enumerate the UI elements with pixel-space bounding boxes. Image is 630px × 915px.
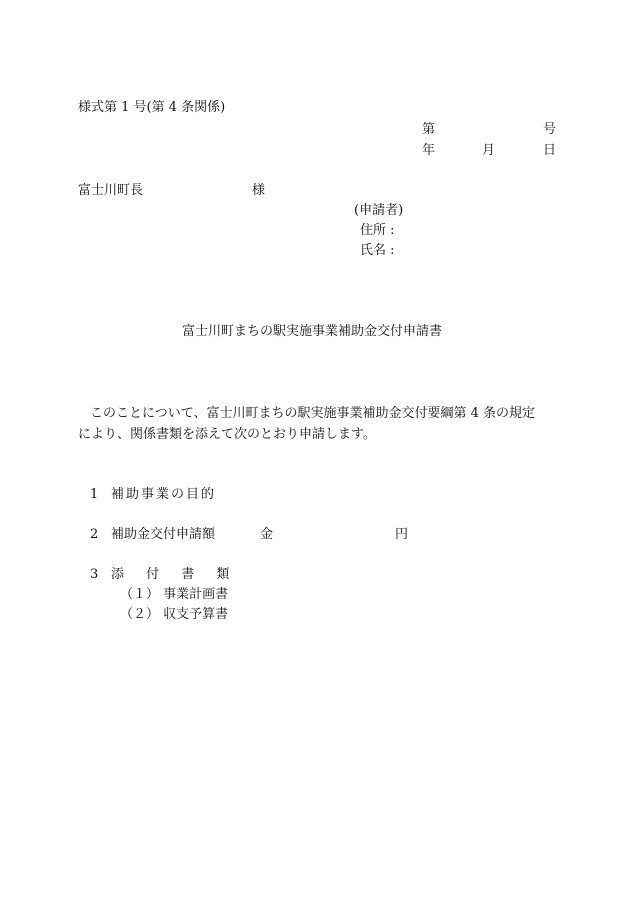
- item-3-number: 3: [90, 567, 99, 582]
- date-day: 日: [543, 143, 557, 158]
- item-1-label: 補助事業の目的: [111, 487, 217, 502]
- item-2-currency-prefix: 金: [260, 527, 274, 542]
- attachment-item-2: （２） 収支予算書: [120, 607, 229, 622]
- body-line-1: このことについて、富士川町まちの駅実施事業補助金交付要綱第 4 条の規定: [90, 406, 536, 421]
- doc-number-suffix: 号: [543, 122, 557, 137]
- applicant-name-label: 氏名 :: [360, 243, 395, 258]
- date-month: 月: [482, 143, 496, 158]
- item-2-label: 補助金交付申請額: [111, 527, 216, 542]
- body-line-2: により、関係書類を添えて次のとおり申請します。: [78, 427, 376, 442]
- applicant-address-label: 住所 :: [360, 223, 395, 238]
- doc-number-prefix: 第: [422, 122, 436, 137]
- attachment-item-1: （１） 事業計画書: [120, 587, 229, 602]
- item-2-currency-suffix: 円: [395, 527, 409, 542]
- addressee-name: 富士川町長: [78, 183, 144, 198]
- document-title: 富士川町まちの駅実施事業補助金交付申請書: [182, 324, 443, 339]
- addressee-honorific: 様: [252, 183, 266, 198]
- applicant-heading: (申請者): [354, 203, 404, 218]
- item-3-label: 添 付 書 類: [111, 567, 230, 582]
- form-label: 様式第 1 号(第 4 条関係): [78, 100, 226, 115]
- date-year: 年: [422, 143, 436, 158]
- item-1-number: 1: [90, 487, 99, 502]
- item-2-number: 2: [90, 527, 99, 542]
